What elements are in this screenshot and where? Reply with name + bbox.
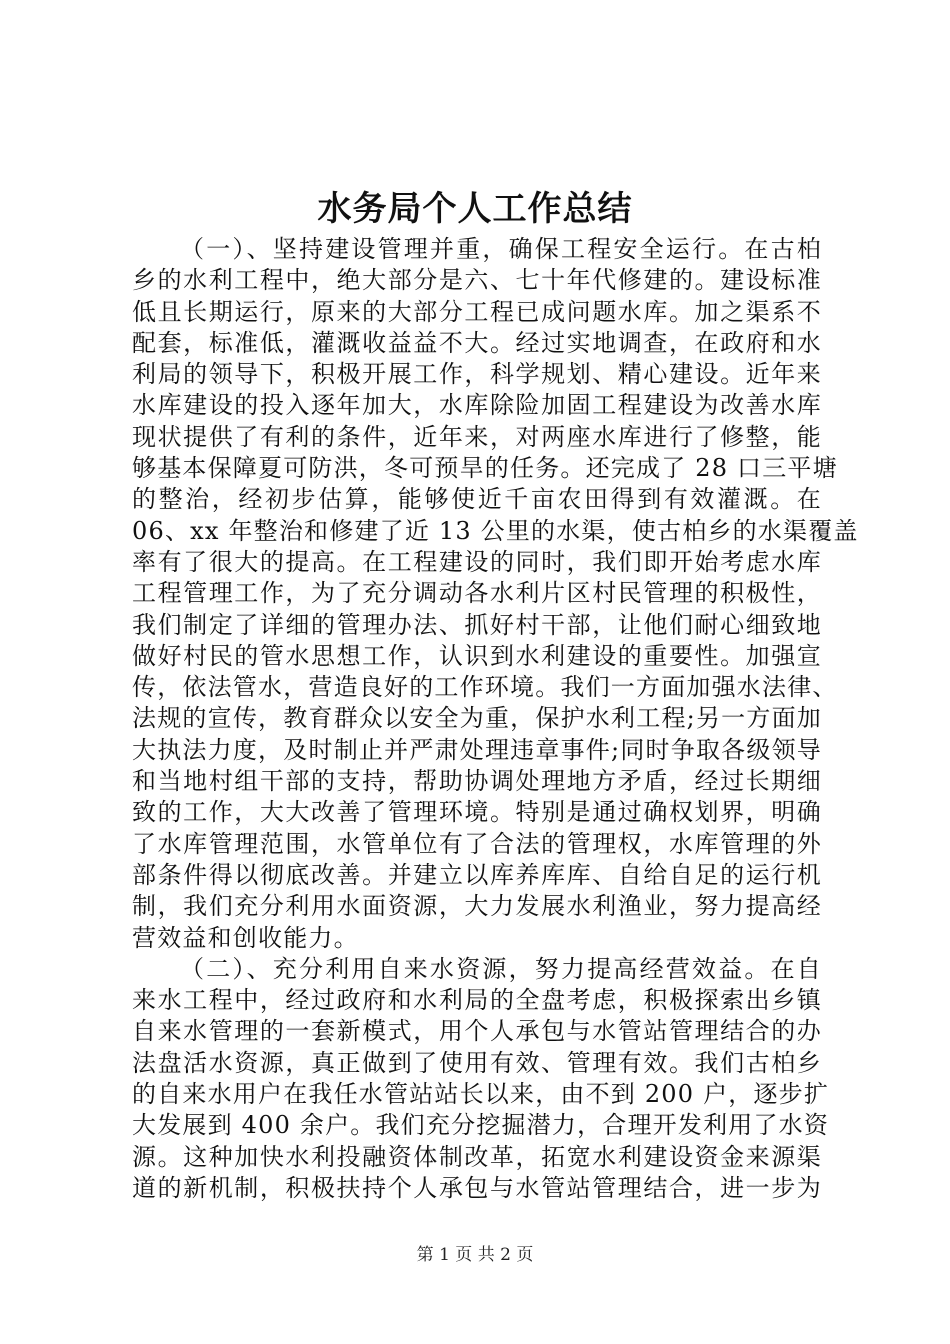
paragraph-line: 制，我们充分利用水面资源，大力发展水利渔业，努力提高经: [132, 892, 822, 921]
paragraph-line: （一）、坚持建设管理并重，确保工程安全运行。在古柏: [180, 235, 822, 263]
paragraph-line: 做好村民的管水思想工作，认识到水利建设的重要性。加强宣: [132, 641, 822, 670]
paragraph-line: 法规的宣传，教育群众以安全为重，保护水利工程;另一方面加: [132, 704, 822, 733]
document-body: [132, 234, 859, 1204]
paragraph-line: 了水库管理范围，水管单位有了合法的管理权，水库管理的外: [132, 829, 822, 858]
paragraph-line: 低且长期运行，原来的大部分工程已成问题水库。加之渠系不: [132, 297, 822, 326]
paragraph-line: 大执法力度，及时制止并严肃处理违章事件;同时争取各级领导: [132, 735, 822, 764]
paragraph-line: 的整治，经初步估算，能够使近千亩农田得到有效灌溉。在: [132, 485, 822, 514]
paragraph-line: 现状提供了有利的条件，近年来，对两座水库进行了修整，能: [132, 422, 822, 451]
paragraph-line: 06、xx 年整治和修建了近 13 公里的水渠，使古柏乡的水渠覆盖: [132, 516, 859, 545]
paragraph-line: （二）、充分利用自来水资源，努力提高经营效益。在自: [180, 954, 822, 983]
paragraph-line: 的自来水用户在我任水管站站长以来，由不到 200 户，逐步扩: [132, 1080, 830, 1109]
paragraph-line: 道的新机制，积极扶持个人承包与水管站管理结合，进一步为: [132, 1173, 822, 1202]
paragraph-line: 致的工作，大大改善了管理环境。特别是通过确权划界，明确: [132, 798, 822, 827]
paragraph-line: 源。这种加快水利投融资体制改革，拓宽水利建设资金来源渠: [132, 1142, 822, 1171]
paragraph-line: 传，依法管水，营造良好的工作环境。我们一方面加强水法律、: [132, 673, 838, 702]
paragraph-line: 水库建设的投入逐年加大，水库除险加固工程建设为改善水库: [132, 391, 822, 420]
paragraph-line: 法盘活水资源，真正做到了使用有效、管理有效。我们古柏乡: [132, 1048, 822, 1077]
paragraph-line: 够基本保障夏可防洪，冬可预旱的任务。还完成了 28 口三平塘: [132, 454, 838, 483]
paragraph-line: 大发展到 400 余户。我们充分挖掘潜力，合理开发利用了水资: [132, 1111, 830, 1140]
paragraph-line: 配套，标准低，灌溉收益益不大。经过实地调查，在政府和水: [132, 328, 822, 357]
paragraph-line: 部条件得以彻底改善。并建立以库养库库、自给自足的运行机: [132, 860, 822, 889]
document-title: 水务局个人工作总结: [317, 189, 633, 229]
paragraph-line: 来水工程中，经过政府和水利局的全盘考虑，积极探索出乡镇: [132, 986, 822, 1015]
paragraph-line: 自来水管理的一套新模式，用个人承包与水管站管理结合的办: [132, 1017, 822, 1046]
paragraph-line: 工程管理工作，为了充分调动各水利片区村民管理的积极性，: [132, 579, 822, 608]
paragraph-line: 我们制定了详细的管理办法、抓好村干部，让他们耐心细致地: [132, 610, 822, 639]
paragraph-line: 乡的水利工程中，绝大部分是六、七十年代修建的。建设标准: [132, 266, 822, 295]
page-footer: 第 1 页 共 2 页: [416, 1245, 534, 1265]
paragraph-line: 利局的领导下，积极开展工作，科学规划、精心建设。近年来: [132, 360, 822, 389]
paragraph-line: 营效益和创收能力。: [132, 923, 359, 952]
paragraph-line: 率有了很大的提高。在工程建设的同时，我们即开始考虑水库: [132, 547, 822, 576]
paragraph-line: 和当地村组干部的支持，帮助协调处理地方矛盾，经过长期细: [132, 767, 822, 796]
